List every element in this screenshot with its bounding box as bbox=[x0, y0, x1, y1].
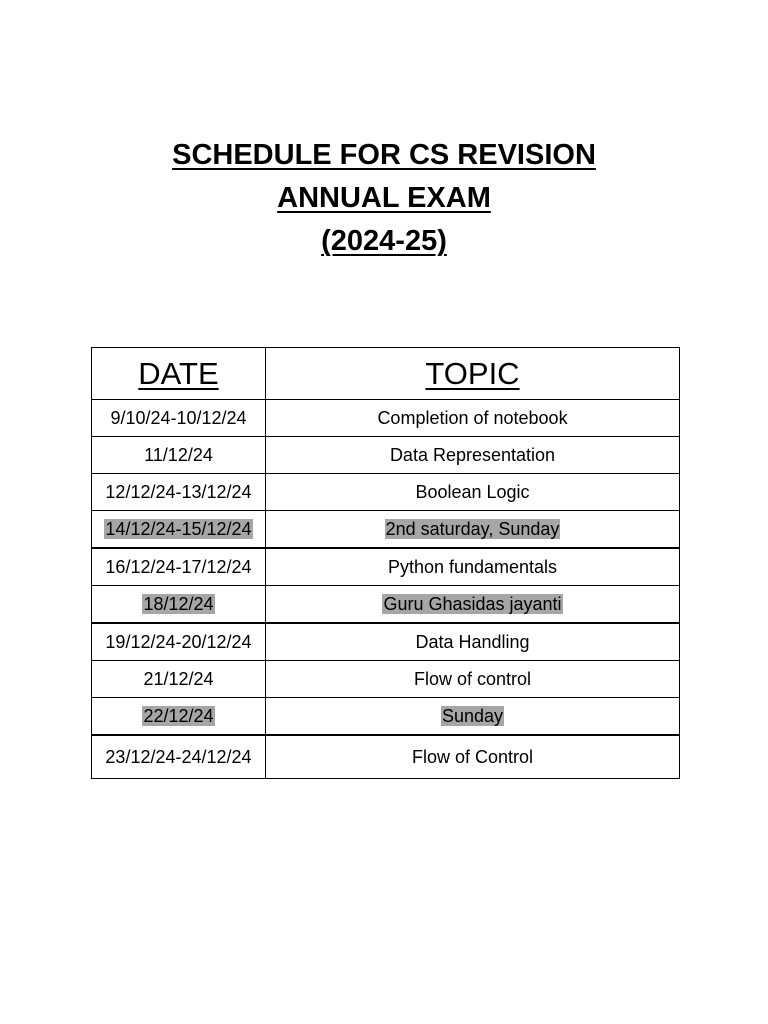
title-line-2: ANNUAL EXAM bbox=[277, 182, 491, 214]
date-cell bbox=[92, 586, 266, 624]
date-cell-text: 9/10/24-10/12/24 bbox=[110, 407, 247, 428]
date-cell-text: 16/12/24-17/12/24 bbox=[105, 556, 252, 577]
topic-cell bbox=[266, 548, 680, 586]
topic-cell-text: Data Representation bbox=[389, 444, 556, 465]
topic-cell bbox=[266, 474, 680, 511]
date-cell-text: 22/12/24 bbox=[143, 705, 214, 726]
date-cell-text: 14/12/24-15/12/24 bbox=[105, 518, 252, 539]
topic-cell bbox=[266, 586, 680, 624]
date-cell bbox=[92, 548, 266, 586]
table-row bbox=[92, 548, 680, 586]
topic-cell-text: Completion of notebook bbox=[377, 407, 568, 428]
date-cell-text: 21/12/24 bbox=[143, 668, 214, 689]
table-row bbox=[92, 735, 680, 779]
date-cell bbox=[92, 735, 266, 779]
table-row bbox=[92, 474, 680, 511]
topic-cell-text: Guru Ghasidas jayanti bbox=[383, 593, 562, 614]
topic-cell bbox=[266, 511, 680, 549]
date-cell-text: 12/12/24-13/12/24 bbox=[105, 481, 252, 502]
title-line-3: (2024-25) bbox=[321, 225, 447, 257]
table-row bbox=[92, 511, 680, 549]
topic-cell-text: Flow of control bbox=[413, 668, 532, 689]
date-cell bbox=[92, 661, 266, 698]
topic-cell-text: 2nd saturday, Sunday bbox=[385, 518, 560, 539]
table-header-row bbox=[92, 348, 680, 400]
date-cell bbox=[92, 400, 266, 437]
date-cell bbox=[92, 623, 266, 661]
topic-cell bbox=[266, 400, 680, 437]
topic-column-header: TOPIC bbox=[266, 348, 680, 400]
date-cell-text: 11/12/24 bbox=[144, 444, 213, 465]
date-cell bbox=[92, 698, 266, 736]
schedule-body bbox=[92, 400, 680, 779]
table-row bbox=[92, 586, 680, 624]
topic-cell-text: Flow of Control bbox=[411, 746, 534, 767]
date-cell bbox=[92, 474, 266, 511]
table-row bbox=[92, 698, 680, 736]
table-row bbox=[92, 661, 680, 698]
topic-cell-text: Data Handling bbox=[415, 631, 530, 652]
topic-cell bbox=[266, 698, 680, 736]
topic-cell bbox=[266, 735, 680, 779]
date-cell-text: 18/12/24 bbox=[143, 593, 214, 614]
date-column-header: DATE bbox=[92, 348, 266, 400]
date-cell-text: 23/12/24-24/12/24 bbox=[105, 746, 252, 767]
date-cell-text: 19/12/24-20/12/24 bbox=[105, 631, 252, 652]
topic-cell bbox=[266, 623, 680, 661]
date-cell bbox=[92, 437, 266, 474]
topic-cell bbox=[266, 661, 680, 698]
topic-cell-text: Python fundamentals bbox=[387, 556, 558, 577]
topic-cell-text: Boolean Logic bbox=[415, 481, 530, 502]
date-cell bbox=[92, 511, 266, 549]
table-row bbox=[92, 623, 680, 661]
document-title bbox=[0, 134, 768, 263]
table-row bbox=[92, 400, 680, 437]
title-line-1: SCHEDULE FOR CS REVISION bbox=[172, 139, 596, 171]
topic-cell-text: Sunday bbox=[441, 705, 504, 726]
table-row bbox=[92, 437, 680, 474]
topic-cell bbox=[266, 437, 680, 474]
schedule-table bbox=[91, 347, 680, 779]
